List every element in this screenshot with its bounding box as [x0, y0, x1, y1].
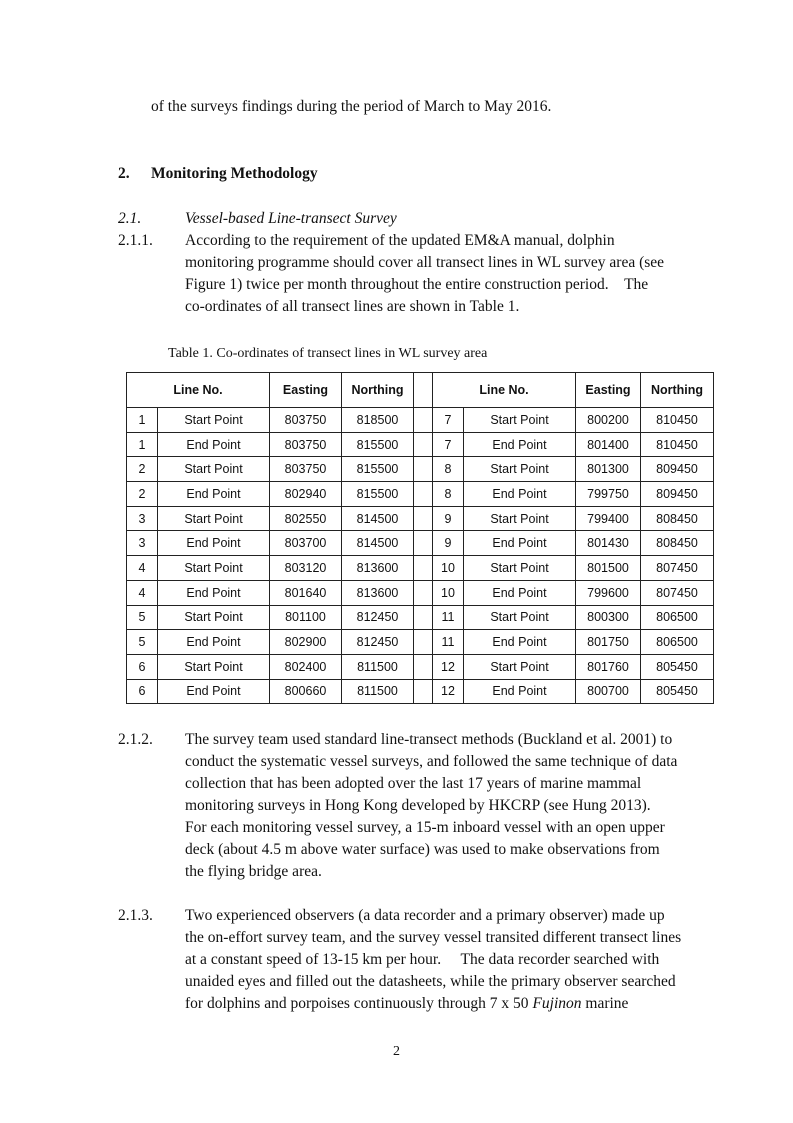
paragraph-number-2-1-2: 2.1.2. — [118, 731, 153, 748]
point-type: Start Point — [464, 556, 576, 581]
easting-value: 801640 — [270, 580, 342, 605]
point-type: End Point — [464, 679, 576, 704]
line-number: 9 — [433, 531, 464, 556]
northing-value: 815500 — [342, 457, 414, 482]
easting-value: 799400 — [576, 506, 641, 531]
point-type: End Point — [158, 580, 270, 605]
line-number: 11 — [433, 605, 464, 630]
line-text: marine — [581, 995, 629, 1012]
easting-value: 801430 — [576, 531, 641, 556]
point-type: Start Point — [158, 457, 270, 482]
table-row — [127, 580, 714, 605]
easting-value: 803750 — [270, 457, 342, 482]
paragraph-2-1-2 — [185, 729, 705, 883]
point-type: End Point — [158, 679, 270, 704]
northing-value: 813600 — [342, 580, 414, 605]
transect-coordinates-table — [126, 372, 714, 704]
header-easting: Easting — [270, 373, 342, 408]
point-type: Start Point — [158, 654, 270, 679]
northing-value: 807450 — [641, 580, 714, 605]
table-row — [127, 506, 714, 531]
table-row — [127, 457, 714, 482]
northing-value: 813600 — [342, 556, 414, 581]
easting-value: 801400 — [576, 432, 641, 457]
point-type: Start Point — [464, 408, 576, 433]
table-gap — [414, 580, 433, 605]
point-type: Start Point — [464, 605, 576, 630]
table-caption: Table 1. Co-ordinates of transect lines in WL survey area — [168, 346, 488, 361]
table-row — [127, 630, 714, 655]
header-easting: Easting — [576, 373, 641, 408]
table-gap — [414, 408, 433, 433]
subsection-number: 2.1. — [118, 210, 142, 227]
table-gap — [414, 432, 433, 457]
easting-value: 799750 — [576, 482, 641, 507]
table-gap — [414, 605, 433, 630]
easting-value: 800660 — [270, 679, 342, 704]
line-number: 4 — [127, 556, 158, 581]
table-row — [127, 679, 714, 704]
northing-value: 808450 — [641, 506, 714, 531]
northing-value: 812450 — [342, 630, 414, 655]
line-number: 8 — [433, 457, 464, 482]
table-gap — [414, 679, 433, 704]
line-number: 6 — [127, 679, 158, 704]
northing-value: 811500 — [342, 679, 414, 704]
easting-value: 801760 — [576, 654, 641, 679]
line-number: 8 — [433, 482, 464, 507]
table-row — [127, 408, 714, 433]
northing-value: 811500 — [342, 654, 414, 679]
header-line-no: Line No. — [433, 373, 576, 408]
easting-value: 803700 — [270, 531, 342, 556]
table-row — [127, 482, 714, 507]
paragraph-line: the on-effort survey team, and the survey vessel transited different transect lines — [185, 929, 682, 946]
line-number: 3 — [127, 506, 158, 531]
point-type: Start Point — [464, 654, 576, 679]
line-number: 2 — [127, 482, 158, 507]
line-number: 10 — [433, 580, 464, 605]
easting-value: 803120 — [270, 556, 342, 581]
northing-value: 809450 — [641, 482, 714, 507]
table-gap — [414, 457, 433, 482]
paragraph-line: The survey team used standard line-transect methods (Buckland et al. 2001) to — [185, 731, 673, 748]
point-type: Start Point — [464, 506, 576, 531]
paragraph-2-1-1 — [185, 230, 705, 318]
paragraph-line — [185, 993, 705, 1015]
paragraph-line: collection that has been adopted over the last 17 years of marine mammal — [185, 775, 642, 792]
line-number: 1 — [127, 432, 158, 457]
easting-value: 802550 — [270, 506, 342, 531]
paragraph-line: monitoring programme should cover all transect lines in WL survey area (see — [185, 254, 665, 271]
northing-value: 815500 — [342, 432, 414, 457]
point-type: End Point — [464, 580, 576, 605]
easting-value: 801500 — [576, 556, 641, 581]
paragraph-line: For each monitoring vessel survey, a 15-m inboard vessel with an open upper — [185, 819, 665, 836]
table-row — [127, 605, 714, 630]
point-type: End Point — [464, 630, 576, 655]
line-number: 7 — [433, 432, 464, 457]
northing-value: 814500 — [342, 506, 414, 531]
paragraph-line: at a constant speed of 13-15 km per hour. The data recorder searched with — [185, 951, 660, 968]
line-text: for dolphins and porpoises continuously through 7 x 50 — [185, 995, 533, 1012]
northing-value: 806500 — [641, 630, 714, 655]
northing-value: 805450 — [641, 654, 714, 679]
line-number: 4 — [127, 580, 158, 605]
point-type: Start Point — [158, 556, 270, 581]
subsection-title: Vessel-based Line-transect Survey — [185, 210, 397, 227]
paragraph-line: According to the requirement of the updated EM&A manual, dolphin — [185, 232, 615, 249]
paragraph-line: unaided eyes and filled out the datasheets, while the primary observer searched — [185, 973, 676, 990]
northing-value: 810450 — [641, 432, 714, 457]
point-type: End Point — [158, 482, 270, 507]
line-number: 12 — [433, 654, 464, 679]
table-row — [127, 531, 714, 556]
table-gap — [414, 373, 433, 408]
line-number: 11 — [433, 630, 464, 655]
line-number: 5 — [127, 630, 158, 655]
table-gap — [414, 556, 433, 581]
point-type: End Point — [158, 630, 270, 655]
table-gap — [414, 531, 433, 556]
table-gap — [414, 482, 433, 507]
easting-value: 802900 — [270, 630, 342, 655]
brand-name: Fujinon — [532, 995, 582, 1012]
paragraph-line: the flying bridge area. — [185, 863, 322, 880]
line-number: 9 — [433, 506, 464, 531]
point-type: End Point — [158, 432, 270, 457]
easting-value: 801750 — [576, 630, 641, 655]
northing-value: 806500 — [641, 605, 714, 630]
section-number: 2. — [118, 165, 130, 182]
northing-value: 808450 — [641, 531, 714, 556]
easting-value: 799600 — [576, 580, 641, 605]
header-northing: Northing — [342, 373, 414, 408]
paragraph-line: conduct the systematic vessel surveys, and followed the same technique of data — [185, 753, 678, 770]
northing-value: 814500 — [342, 531, 414, 556]
northing-value: 805450 — [641, 679, 714, 704]
point-type: Start Point — [158, 506, 270, 531]
table-row — [127, 654, 714, 679]
easting-value: 803750 — [270, 408, 342, 433]
paragraph-line: deck (about 4.5 m above water surface) was used to make observations from — [185, 841, 660, 858]
line-number: 6 — [127, 654, 158, 679]
line-number: 12 — [433, 679, 464, 704]
northing-value: 807450 — [641, 556, 714, 581]
paragraph-2-1-3 — [185, 905, 705, 1015]
line-number: 2 — [127, 457, 158, 482]
point-type: Start Point — [464, 457, 576, 482]
easting-value: 800700 — [576, 679, 641, 704]
point-type: Start Point — [158, 408, 270, 433]
intro-text: of the surveys findings during the period of March to May 2016. — [151, 98, 552, 115]
easting-value: 800200 — [576, 408, 641, 433]
paragraph-line: Figure 1) twice per month throughout the entire construction period. The — [185, 276, 649, 293]
easting-value: 803750 — [270, 432, 342, 457]
paragraph-line: monitoring surveys in Hong Kong developed by HKCRP (see Hung 2013). — [185, 797, 651, 814]
northing-value: 810450 — [641, 408, 714, 433]
point-type: End Point — [158, 531, 270, 556]
table-gap — [414, 654, 433, 679]
table-gap — [414, 630, 433, 655]
table-gap — [414, 506, 433, 531]
northing-value: 809450 — [641, 457, 714, 482]
header-line-no: Line No. — [127, 373, 270, 408]
point-type: End Point — [464, 482, 576, 507]
paragraph-number-2-1-3: 2.1.3. — [118, 907, 153, 924]
line-number: 5 — [127, 605, 158, 630]
paragraph-number-2-1-1: 2.1.1. — [118, 232, 153, 249]
line-number: 7 — [433, 408, 464, 433]
paragraph-line: co-ordinates of all transect lines are shown in Table 1. — [185, 298, 520, 315]
paragraph-line: Two experienced observers (a data recorder and a primary observer) made up — [185, 907, 665, 924]
northing-value: 818500 — [342, 408, 414, 433]
point-type: End Point — [464, 432, 576, 457]
line-number: 3 — [127, 531, 158, 556]
line-number: 10 — [433, 556, 464, 581]
table-row — [127, 432, 714, 457]
section-title: Monitoring Methodology — [151, 165, 318, 182]
easting-value: 801300 — [576, 457, 641, 482]
northing-value: 812450 — [342, 605, 414, 630]
point-type: End Point — [464, 531, 576, 556]
easting-value: 801100 — [270, 605, 342, 630]
easting-value: 802400 — [270, 654, 342, 679]
table-row — [127, 556, 714, 581]
northing-value: 815500 — [342, 482, 414, 507]
point-type: Start Point — [158, 605, 270, 630]
page-number: 2 — [393, 1044, 400, 1059]
table-header-row — [127, 373, 714, 408]
header-northing: Northing — [641, 373, 714, 408]
easting-value: 800300 — [576, 605, 641, 630]
easting-value: 802940 — [270, 482, 342, 507]
line-number: 1 — [127, 408, 158, 433]
